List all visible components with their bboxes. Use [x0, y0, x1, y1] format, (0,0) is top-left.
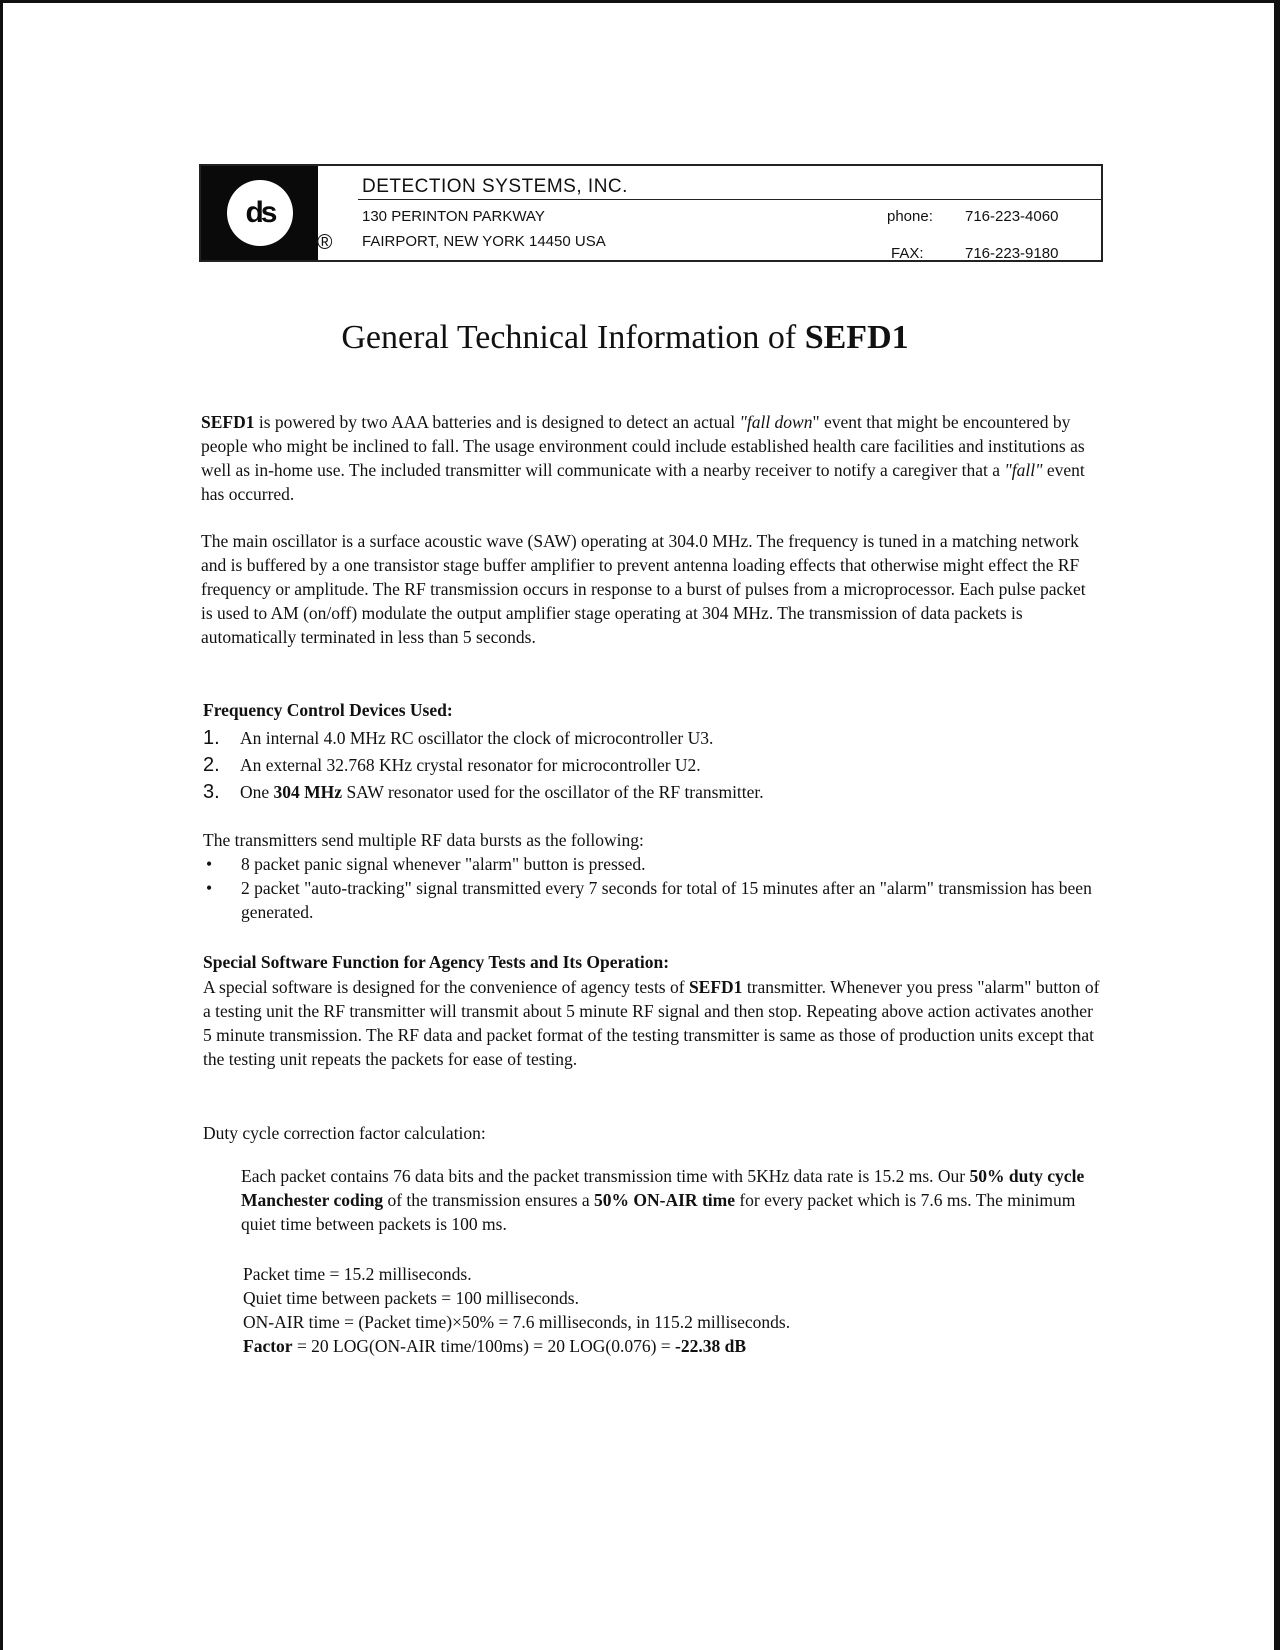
- logo-circle: [227, 180, 293, 246]
- list-item: [203, 752, 1103, 779]
- address-line-1: 130 PERINTON PARKWAY: [362, 208, 545, 225]
- special-text-a: A special software is designed for the convenience of agency tests of: [203, 977, 689, 997]
- list-number: 3.: [203, 781, 220, 803]
- oscillator-paragraph: The main oscillator is a surface acoustic wave (SAW) operating at 304.0 MHz. The frequency is tuned in a matching network and is buffered by a one transistor stage buffer amplifier to prevent antenna loading effects that otherwise might effect the RF frequency or amplitude. The RF transmission occurs in response to a burst of pulses from a microprocessor. Each pulse packet is used to AM (on/off) modulate the output amplifier stage operating at 304 MHz. The transmission of data packets is automatically terminated in less than 5 seconds.: [201, 531, 1086, 647]
- fax-label: FAX:: [891, 245, 924, 262]
- special-software-paragraph: [203, 975, 1103, 1071]
- bullet-icon: •: [206, 854, 213, 874]
- list-item: [203, 852, 1103, 876]
- intro-text-c: event has occurred.: [201, 460, 1085, 504]
- logo-text: ds: [245, 196, 275, 229]
- registered-mark: ®: [317, 231, 333, 254]
- factor-label: Factor: [243, 1336, 293, 1356]
- on-air-line: ON-AIR time = (Packet time)×50% = 7.6 milliseconds, in 115.2 milliseconds.: [243, 1312, 791, 1332]
- document-title: [0, 318, 1250, 359]
- packet-bold-a: 50% duty cycle Manchester coding: [241, 1166, 1085, 1210]
- special-text-b: transmitter. Whenever you press "alarm" button of a testing unit the RF transmitter will transmit about 5 minute RF signal and then stop. Repeating above action activates another 5 minute transmission. The RF data and packet format of the testing transmitter is same as those of production units except that the testing unit repeats the packets for ease of testing.: [203, 977, 1100, 1069]
- intro-text-b: " event that might be encountered by people who might be inclined to fall. The usage environment could include established health care facilities and institutions as well as in-home use. The included transmitter will communicate with a nearby receiver to notify a caregiver that a: [201, 412, 1085, 480]
- list-text: An external 32.768 KHz crystal resonator for microcontroller U2.: [240, 755, 701, 775]
- special-software-heading: Special Software Function for Agency Tests and Its Operation:: [203, 952, 670, 972]
- duty-cycle-heading: Duty cycle correction factor calculation:: [203, 1123, 486, 1143]
- bullet-icon: •: [206, 878, 213, 898]
- list-text: 2 packet "auto-tracking" signal transmitted every 7 seconds for total of 15 minutes after an "alarm" transmission has been generated.: [241, 878, 1092, 922]
- title-prefix: General Technical Information of: [341, 319, 797, 356]
- packet-bold-b: 50% ON-AIR time: [594, 1190, 735, 1210]
- list-text-bold: 304 MHz: [273, 782, 343, 802]
- list-number: 1.: [203, 727, 220, 749]
- title-product: SEFD1: [804, 319, 909, 356]
- letterhead: [199, 164, 1103, 262]
- company-logo: [201, 166, 318, 260]
- calculation-block: [243, 1262, 1103, 1358]
- packet-text-c: for every packet which is 7.6 ms. The minimum quiet time between packets is 100 ms.: [241, 1190, 1076, 1234]
- packet-text-a: Each packet contains 76 data bits and the packet transmission time with 5KHz data rate is 15.2 ms. Our: [241, 1166, 970, 1186]
- frequency-devices-heading: Frequency Control Devices Used:: [203, 700, 453, 720]
- company-divider: [358, 199, 1101, 200]
- scan-border-right: [1274, 0, 1280, 1650]
- intro-paragraph: [201, 410, 1101, 506]
- quiet-time-line: Quiet time between packets = 100 milliseconds.: [243, 1288, 579, 1308]
- packet-time-line: Packet time = 15.2 milliseconds.: [243, 1264, 472, 1284]
- list-text: 8 packet panic signal whenever "alarm" button is pressed.: [241, 854, 646, 874]
- scan-border-top: [0, 0, 1280, 3]
- factor-line: [243, 1334, 1103, 1358]
- list-item: [203, 876, 1103, 924]
- fax-number: 716-223-9180: [965, 245, 1059, 262]
- list-text-post: SAW resonator used for the oscillator of the RF transmitter.: [342, 782, 764, 802]
- list-text: An internal 4.0 MHz RC oscillator the clock of microcontroller U3.: [240, 728, 714, 748]
- company-name: DETECTION SYSTEMS, INC.: [362, 176, 628, 197]
- intro-product: SEFD1: [201, 412, 255, 432]
- intro-fall: "fall": [1004, 460, 1043, 480]
- list-text-pre: One: [240, 782, 274, 802]
- frequency-devices-list: [203, 725, 1103, 806]
- phone-label: phone:: [887, 208, 933, 225]
- intro-fall-down: "fall down: [739, 412, 813, 432]
- factor-value: -22.38 dB: [675, 1336, 747, 1356]
- list-item: [203, 779, 1103, 806]
- bursts-intro: The transmitters send multiple RF data bursts as the following:: [203, 830, 644, 850]
- list-text: [240, 779, 764, 806]
- packet-paragraph: [241, 1164, 1101, 1236]
- factor-expression: = 20 LOG(ON-AIR time/100ms) = 20 LOG(0.076) =: [292, 1336, 676, 1356]
- list-number: 2.: [203, 754, 220, 776]
- scan-border-left: [0, 0, 3, 1650]
- special-product: SEFD1: [688, 977, 743, 997]
- bursts-list: [203, 852, 1103, 924]
- list-item: [203, 725, 1103, 752]
- packet-text-b: of the transmission ensures a: [383, 1190, 595, 1210]
- intro-text-a: is powered by two AAA batteries and is designed to detect an actual: [254, 412, 740, 432]
- phone-number: 716-223-4060: [965, 208, 1059, 225]
- address-line-2: FAIRPORT, NEW YORK 14450 USA: [362, 233, 606, 250]
